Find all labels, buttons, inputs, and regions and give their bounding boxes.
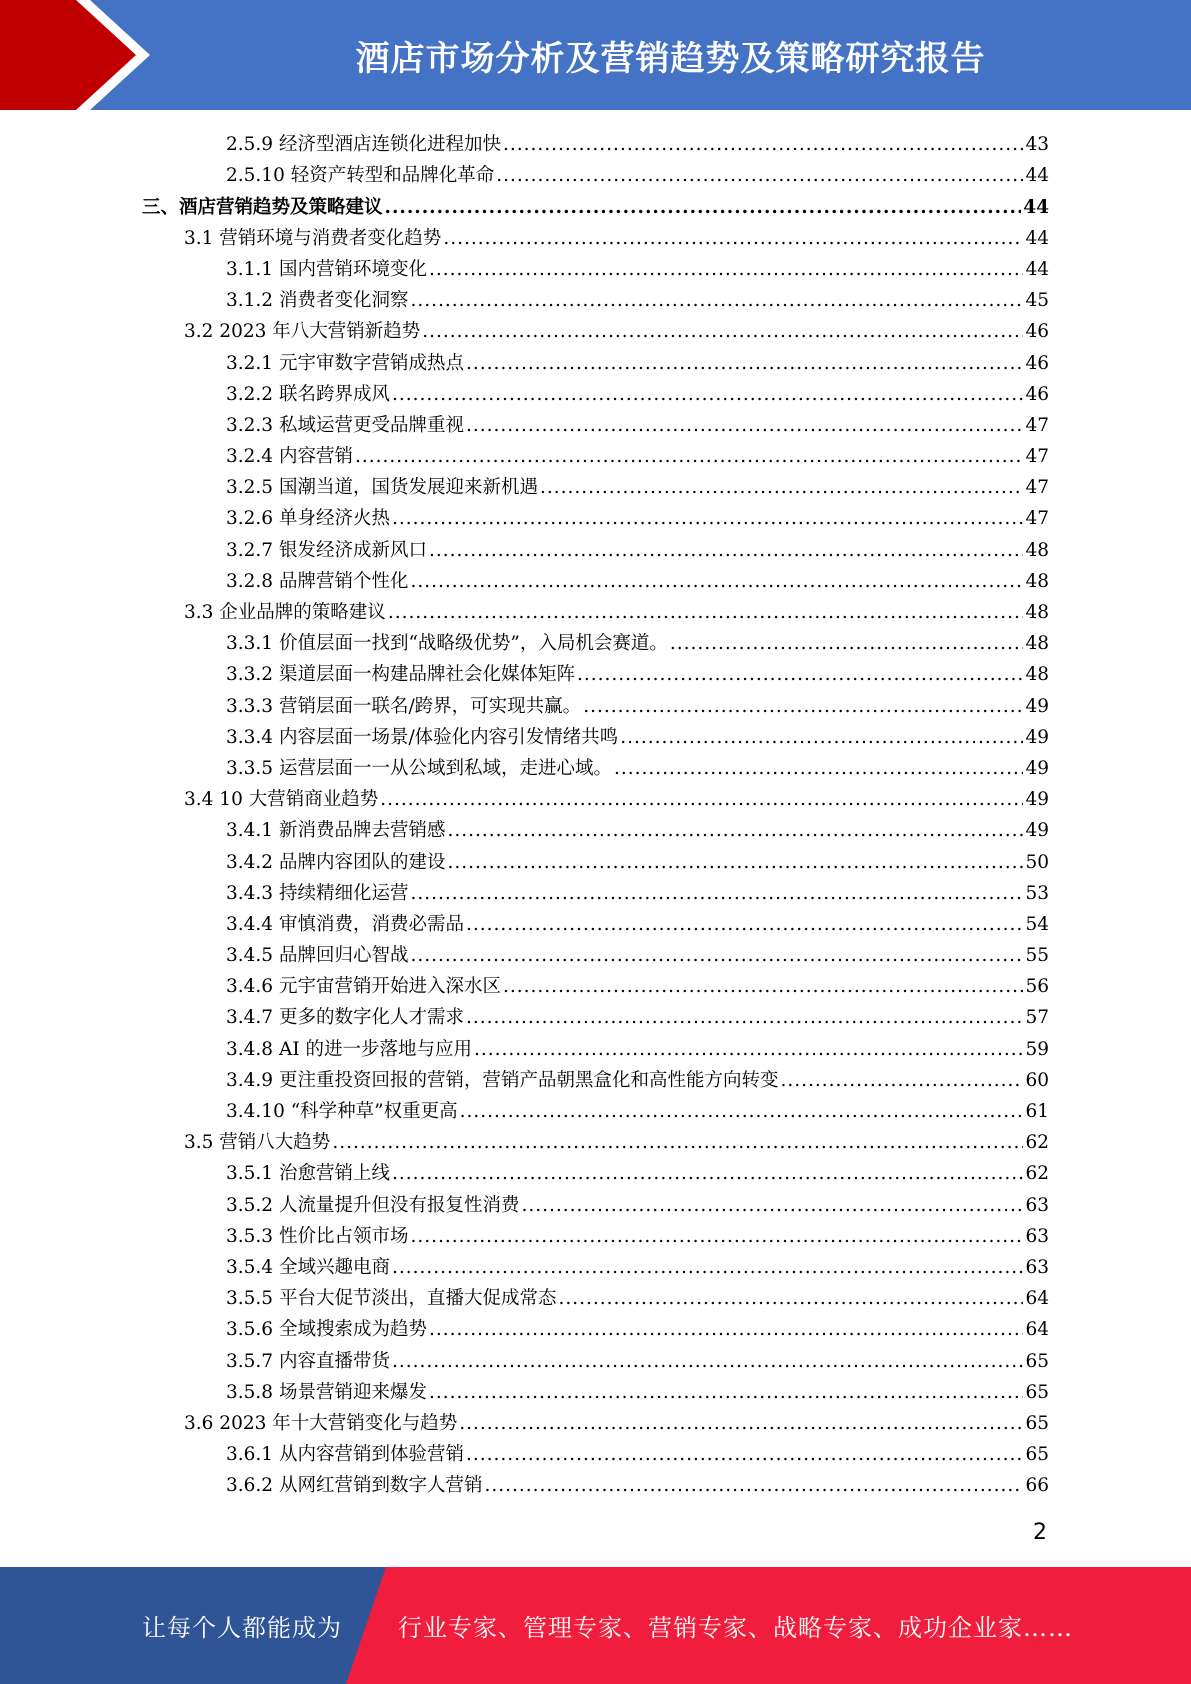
toc-entry-page: 65 — [1025, 1350, 1049, 1372]
toc-entry[interactable] — [0, 220, 1191, 251]
toc-entry[interactable] — [0, 1467, 1191, 1498]
toc-entry-title: 3.3.5 运营层面一一从公域到私域，走进心域。 — [226, 757, 612, 779]
toc-entry-title: 3.1.1 国内营销环境变化 — [226, 258, 427, 280]
toc-entry-page: 44 — [1025, 258, 1049, 280]
toc-entry[interactable] — [0, 1093, 1191, 1124]
toc-entry-page: 59 — [1025, 1038, 1049, 1060]
toc-dot-leader — [540, 476, 1023, 500]
toc-entry-page: 47 — [1025, 414, 1049, 436]
toc-dot-leader — [466, 414, 1023, 438]
toc-dot-leader — [620, 726, 1023, 750]
toc-entry-page: 54 — [1025, 913, 1049, 935]
toc-entry[interactable] — [0, 1186, 1191, 1217]
toc-dot-leader — [410, 570, 1023, 594]
toc-entry[interactable] — [0, 1218, 1191, 1249]
toc-entry-title: 3.5.7 内容直播带货 — [226, 1350, 390, 1372]
toc-entry-title: 3.6.1 从内容营销到体验营销 — [226, 1444, 464, 1466]
toc-dot-leader — [410, 944, 1023, 968]
toc-entry-title: 3.5.1 治愈营销上线 — [226, 1163, 390, 1185]
toc-entry-title: 3.4.7 更多的数字化人才需求 — [226, 1007, 464, 1029]
toc-dot-leader — [429, 1318, 1023, 1342]
footer-slogan-left: 让每个人都能成为 — [142, 1614, 342, 1642]
toc-entry[interactable] — [0, 251, 1191, 282]
toc-entry-title: 3.3.1 价值层面一找到“战略级优势”，入局机会赛道。 — [226, 633, 668, 655]
toc-entry-page: 47 — [1025, 446, 1049, 468]
toc-entry-page: 49 — [1025, 726, 1049, 748]
toc-entry-page: 48 — [1025, 664, 1049, 686]
toc-entry-page: 46 — [1025, 383, 1049, 405]
toc-entry-page: 46 — [1025, 321, 1049, 343]
toc-entry-title: 3.3.2 渠道层面一构建品牌社会化媒体矩阵 — [226, 664, 575, 686]
toc-entry[interactable] — [0, 843, 1191, 874]
toc-dot-leader — [355, 445, 1024, 469]
page-number: 2 — [1033, 1520, 1047, 1545]
toc-entry-title: 三、酒店营销趋势及策略建议 — [142, 196, 383, 218]
toc-entry-page: 64 — [1025, 1319, 1049, 1341]
toc-entry[interactable] — [0, 1249, 1191, 1280]
toc-entry-page: 43 — [1025, 134, 1049, 156]
toc-entry[interactable] — [0, 750, 1191, 781]
toc-entry-page: 55 — [1025, 945, 1049, 967]
toc-entry-title: 3.2.2 联名跨界成风 — [226, 383, 390, 405]
toc-entry-page: 48 — [1025, 633, 1049, 655]
toc-entry-title: 3.4.1 新消费品牌去营销感 — [226, 820, 446, 842]
toc-entry[interactable] — [0, 1311, 1191, 1342]
toc-entry[interactable] — [0, 1405, 1191, 1436]
toc-entry[interactable] — [0, 438, 1191, 469]
toc-entry-title: 2.5.10 轻资产转型和品牌化革命 — [226, 165, 495, 187]
toc-dot-leader — [558, 1287, 1023, 1311]
toc-entry-page: 44 — [1025, 165, 1049, 187]
toc-entry-page: 63 — [1025, 1256, 1049, 1278]
toc-entry-page: 48 — [1025, 602, 1049, 623]
toc-dot-leader — [521, 1194, 1023, 1218]
toc-dot-leader — [484, 1474, 1023, 1498]
toc-entry[interactable] — [0, 563, 1191, 594]
toc-dot-leader — [388, 601, 1024, 625]
toc-entry[interactable] — [0, 1280, 1191, 1311]
toc-entry-title: 3.2.3 私域运营更受品牌重视 — [226, 414, 464, 436]
toc-entry[interactable] — [0, 656, 1191, 687]
toc-dot-leader — [583, 695, 1023, 719]
toc-entry-page: 61 — [1025, 1101, 1049, 1122]
toc-entry[interactable] — [0, 594, 1191, 625]
toc-entry-title: 3.3.3 营销层面一联名/跨界，可实现共赢。 — [226, 695, 582, 717]
toc-entry-page: 57 — [1025, 1007, 1049, 1029]
toc-entry-page: 65 — [1025, 1444, 1049, 1466]
toc-entry[interactable] — [0, 719, 1191, 750]
toc-dot-leader — [410, 289, 1023, 313]
toc-entry[interactable] — [0, 500, 1191, 531]
toc-entry-title: 3.6.2 从网红营销到数字人营销 — [226, 1475, 483, 1497]
toc-entry[interactable] — [0, 313, 1191, 344]
toc-entry-page: 49 — [1025, 820, 1049, 842]
toc-entry-title: 3.2 2023 年八大营销新趋势 — [184, 321, 421, 343]
toc-entry-page: 47 — [1025, 477, 1049, 499]
toc-entry-page: 49 — [1025, 757, 1049, 779]
toc-entry[interactable] — [0, 687, 1191, 718]
toc-entry-page: 62 — [1025, 1163, 1049, 1185]
toc-dot-leader — [410, 1225, 1023, 1249]
toc-entry-title: 3.2.1 元宇审数字营销成热点 — [226, 352, 464, 374]
toc-entry-title: 3.4 10 大营销商业趋势 — [184, 789, 379, 811]
toc-dot-leader — [670, 632, 1024, 656]
toc-entry-page: 49 — [1025, 695, 1049, 717]
toc-entry[interactable] — [0, 937, 1191, 968]
toc-dot-leader — [466, 913, 1023, 937]
toc-dot-leader — [429, 258, 1023, 282]
toc-entry[interactable] — [0, 407, 1191, 438]
toc-entry-page: 49 — [1025, 789, 1049, 811]
toc-entry[interactable] — [0, 531, 1191, 562]
toc-entry[interactable] — [0, 376, 1191, 407]
toc-dot-leader — [503, 975, 1023, 999]
toc-entry-title: 3.2.8 品牌营销个性化 — [226, 570, 409, 592]
toc-entry[interactable] — [0, 781, 1191, 812]
toc-entry-title: 3.4.8 AI 的进一步落地与应用 — [226, 1038, 473, 1060]
toc-dot-leader — [392, 1256, 1023, 1280]
page-footer — [0, 1567, 1191, 1684]
toc-entry-title: 3.5.5 平台大促节淡出，直播大促成常态 — [226, 1288, 557, 1310]
toc-entry[interactable] — [0, 1342, 1191, 1373]
toc-entry-title: 3.4.4 审慎消费，消费必需品 — [226, 913, 464, 935]
toc-entry-page: 66 — [1025, 1475, 1049, 1497]
footer-slogan-right: 行业专家、管理专家、营销专家、战略专家、成功企业家…… — [398, 1614, 1073, 1642]
toc-dot-leader — [443, 227, 1023, 251]
toc-entry-page: 63 — [1025, 1225, 1049, 1247]
toc-dot-leader — [447, 851, 1023, 875]
toc-entry-title: 3.2.7 银发经济成新风口 — [226, 539, 427, 561]
toc-entry-page: 53 — [1025, 882, 1049, 904]
toc-entry-title: 3.2.5 国潮当道，国货发展迎来新机遇 — [226, 477, 538, 499]
toc-entry[interactable] — [0, 188, 1191, 219]
toc-dot-leader — [496, 164, 1023, 188]
toc-entry[interactable] — [0, 1436, 1191, 1467]
toc-entry-title: 3.3 企业品牌的策略建议 — [184, 602, 386, 623]
toc-entry[interactable] — [0, 1374, 1191, 1405]
toc-entry-title: 3.5 营销八大趋势 — [184, 1132, 331, 1154]
toc-dot-leader — [392, 507, 1023, 531]
toc-entry[interactable] — [0, 344, 1191, 375]
toc-dot-leader — [422, 320, 1023, 344]
toc-entry-page: 47 — [1025, 508, 1049, 530]
toc-entry-title: 3.4.9 更注重投资回报的营销，营销产品朝黑盒化和高性能方向转变 — [226, 1069, 779, 1091]
toc-entry-title: 3.5.4 全域兴趣电商 — [226, 1256, 390, 1278]
toc-entry[interactable] — [0, 126, 1191, 157]
toc-entry[interactable] — [0, 157, 1191, 188]
toc-dot-leader — [332, 1131, 1023, 1155]
toc-entry-title: 3.3.4 内容层面一场景/体验化内容引发情绪共鸣 — [226, 726, 619, 748]
toc-entry-page: 64 — [1025, 1288, 1049, 1310]
toc-entry[interactable] — [0, 469, 1191, 500]
toc-dot-leader — [614, 757, 1023, 781]
toc-entry-title: 3.4.6 元宇宙营销开始进入深水区 — [226, 976, 501, 998]
toc-dot-leader — [447, 819, 1023, 843]
toc-dot-leader — [392, 1350, 1023, 1374]
toc-entry-page: 46 — [1025, 352, 1049, 374]
toc-entry[interactable] — [0, 1155, 1191, 1186]
toc-entry-title: 2.5.9 经济型酒店连锁化进程加快 — [226, 134, 501, 156]
toc-entry[interactable] — [0, 282, 1191, 313]
toc-entry-title: 3.4.3 持续精细化运营 — [226, 882, 409, 904]
toc-entry-page: 45 — [1025, 290, 1049, 312]
toc-entry[interactable] — [0, 1030, 1191, 1061]
table-of-contents — [0, 126, 1191, 1498]
toc-entry[interactable] — [0, 875, 1191, 906]
header-chevron-red — [0, 0, 136, 110]
toc-dot-leader — [410, 882, 1023, 906]
toc-entry[interactable] — [0, 1062, 1191, 1093]
toc-entry-page: 48 — [1025, 570, 1049, 592]
toc-entry-title: 3.5.3 性价比占领市场 — [226, 1225, 409, 1247]
toc-entry[interactable] — [0, 906, 1191, 937]
toc-entry-page: 44 — [1025, 227, 1049, 249]
toc-entry-page: 48 — [1025, 539, 1049, 561]
toc-entry-page: 50 — [1025, 851, 1049, 873]
toc-dot-leader — [466, 352, 1023, 376]
toc-entry-page: 60 — [1025, 1069, 1049, 1091]
toc-entry-title: 3.4.5 品牌回归心智战 — [226, 945, 409, 967]
toc-entry[interactable] — [0, 1124, 1191, 1155]
toc-dot-leader — [466, 1443, 1023, 1467]
toc-entry[interactable] — [0, 625, 1191, 656]
toc-dot-leader — [429, 1381, 1023, 1405]
toc-entry-title: 3.2.4 内容营销 — [226, 446, 353, 468]
page-header — [0, 0, 1191, 110]
toc-entry-page: 62 — [1025, 1132, 1049, 1154]
toc-entry-page: 44 — [1023, 196, 1049, 218]
toc-dot-leader — [503, 133, 1023, 157]
toc-dot-leader — [459, 1412, 1023, 1436]
toc-entry-title: 3.4.2 品牌内容团队的建设 — [226, 851, 446, 873]
toc-entry[interactable] — [0, 999, 1191, 1030]
toc-entry-title: 3.6 2023 年十大营销变化与趋势 — [184, 1412, 458, 1434]
toc-entry-title: 3.1 营销环境与消费者变化趋势 — [184, 227, 442, 249]
toc-entry[interactable] — [0, 968, 1191, 999]
toc-entry-title: 3.1.2 消费者变化洞察 — [226, 290, 409, 312]
toc-entry-page: 65 — [1025, 1381, 1049, 1403]
toc-entry-title: 3.5.2 人流量提升但没有报复性消费 — [226, 1194, 520, 1216]
report-title: 酒店市场分析及营销趋势及策略研究报告 — [355, 38, 986, 79]
toc-entry-page: 65 — [1025, 1412, 1049, 1434]
toc-dot-leader — [429, 539, 1023, 563]
toc-dot-leader — [392, 383, 1023, 407]
toc-dot-leader — [780, 1069, 1023, 1093]
toc-entry-title: 3.2.6 单身经济火热 — [226, 508, 390, 530]
toc-entry-title: 3.5.6 全域搜索成为趋势 — [226, 1319, 427, 1341]
toc-dot-leader — [466, 1006, 1023, 1030]
toc-dot-leader — [385, 196, 1022, 220]
toc-entry[interactable] — [0, 812, 1191, 843]
toc-dot-leader — [577, 663, 1023, 687]
toc-dot-leader — [392, 1162, 1023, 1186]
toc-entry-title: 3.4.10 “科学种草”权重更高 — [226, 1101, 458, 1122]
toc-dot-leader — [460, 1100, 1024, 1124]
toc-entry-page: 56 — [1025, 976, 1049, 998]
toc-entry-title: 3.5.8 场景营销迎来爆发 — [226, 1381, 427, 1403]
toc-entry-page: 63 — [1025, 1194, 1049, 1216]
toc-dot-leader — [380, 788, 1023, 812]
toc-dot-leader — [474, 1038, 1023, 1062]
